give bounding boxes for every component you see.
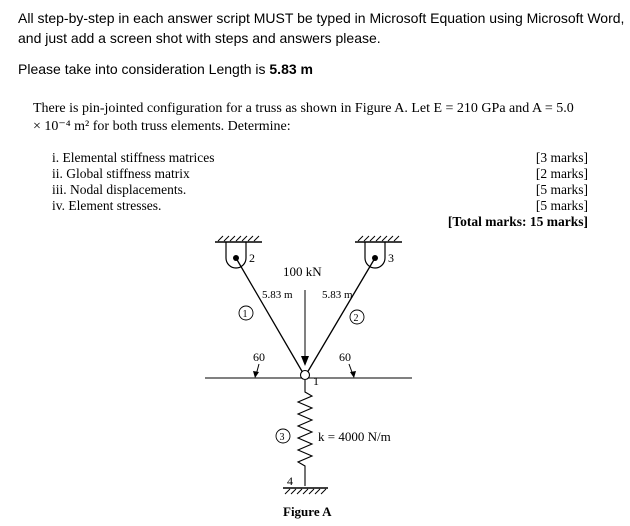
task-item-4: iv. Element stresses. — [52, 198, 162, 213]
question-line-2: × 10⁻⁴ m² for both truss elements. Determine: — [33, 119, 291, 134]
task-item-2: ii. Global stiffness matrix — [52, 166, 190, 181]
length-note-text: Please take into consideration Length is — [18, 61, 270, 77]
spring — [298, 380, 312, 486]
marks-item-4: [5 marks] — [535, 198, 588, 213]
node-4-label: 4 — [287, 474, 293, 488]
length-value: 5.83 m — [269, 61, 313, 77]
load-label: 100 kN — [283, 264, 322, 279]
marks-item-2: [2 marks] — [535, 166, 588, 181]
length-right-label: 5.83 m — [322, 289, 353, 301]
angle-left-label: 60 — [253, 350, 265, 364]
spring-label: k = 4000 N/m — [318, 429, 391, 444]
task-item-1: i. Elemental stiffness matrices — [52, 150, 215, 165]
ground-support — [283, 488, 328, 494]
instruction-line-2: and just add a screen shot with steps and answers please. — [18, 30, 381, 46]
question-line-1: There is pin-jointed configuration for a truss as shown in Figure A. Let E = 210 GPa and A = 5.0 — [33, 101, 574, 116]
right-support — [355, 236, 402, 268]
node-1-label: 1 — [313, 374, 319, 388]
element-2-label: 2 — [353, 313, 359, 324]
node-3-label: 3 — [388, 251, 394, 265]
angle-right-label: 60 — [339, 350, 351, 364]
instruction-line-1: All step-by-step in each answer script MUST be typed in Microsoft Equation using Microsoft Word, — [18, 10, 625, 26]
marks-item-3: [5 marks] — [535, 182, 588, 197]
length-left-label: 5.83 m — [262, 289, 293, 301]
node-1-pin — [301, 371, 310, 380]
task-item-3: iii. Nodal displacements. — [52, 182, 187, 197]
marks-item-1: [3 marks] — [535, 150, 588, 165]
total-marks: [Total marks: 15 marks] — [447, 214, 588, 229]
element-1-label: 1 — [242, 309, 248, 320]
element-3-label: 3 — [279, 432, 285, 443]
node-2-label: 2 — [249, 251, 255, 265]
figure-caption: Figure A — [283, 504, 332, 519]
